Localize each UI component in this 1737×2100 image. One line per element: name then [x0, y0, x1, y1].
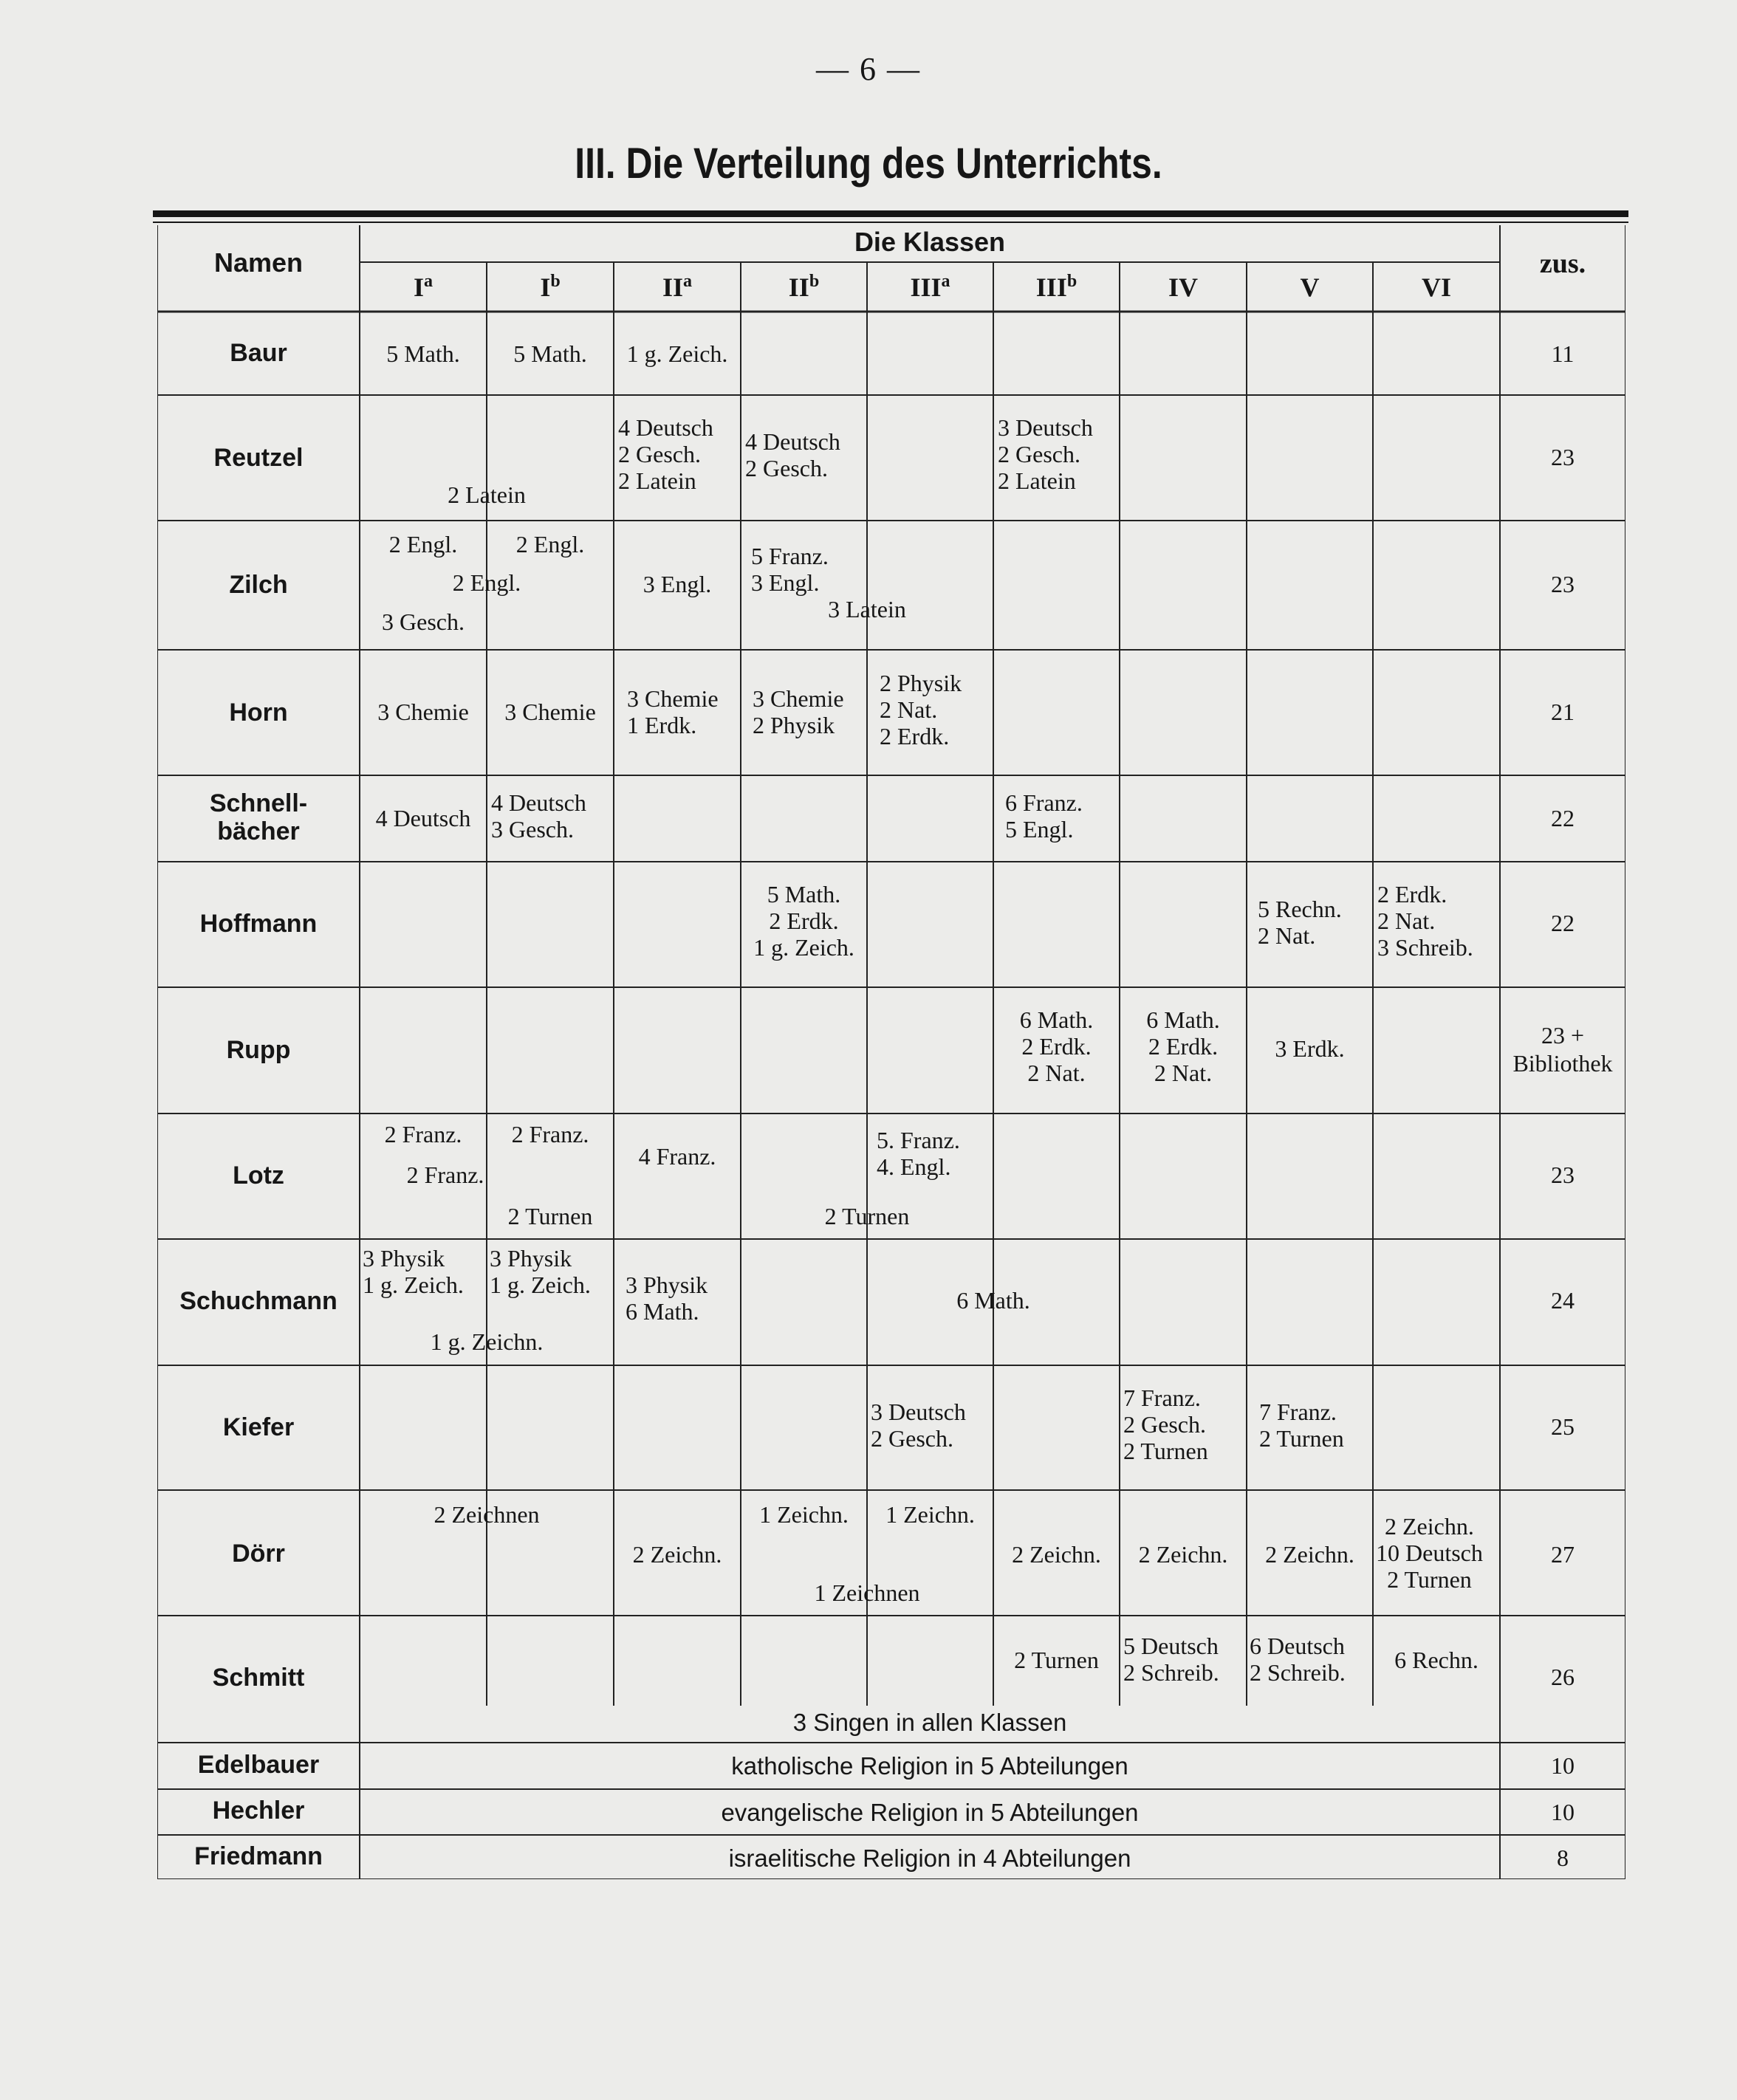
lesson-span: 2 Latein: [448, 481, 526, 508]
class-header-Ib: $I^b$: [540, 272, 561, 302]
lesson-cell: 4 Franz.: [638, 1143, 716, 1170]
class-header-IIa: $II^a$: [662, 272, 693, 302]
teacher-name: Rupp: [226, 1036, 291, 1064]
lesson-cell: 2 Zeichn. 10 Deutsch 2 Turnen: [1376, 1513, 1483, 1593]
lesson-cell: 2 Franz.: [384, 1121, 462, 1147]
lesson-cell: 3 Physik 6 Math.: [626, 1272, 708, 1325]
row-total: 23: [1551, 571, 1575, 597]
distribution-table: [157, 225, 1625, 1879]
teacher-name: Hoffmann: [199, 910, 318, 938]
lesson-cell: 5 Math.: [513, 340, 587, 367]
lesson-cell: 4 Deutsch 3 Gesch.: [491, 789, 586, 843]
table-grid-lines: [157, 225, 1625, 1879]
page-title: III. Die Verteilung des Unterrichts.: [575, 140, 1162, 188]
lesson-cell: 2 Engl.: [515, 531, 585, 557]
lesson-cell: 3 Chemie 1 Erdk.: [627, 685, 719, 738]
teacher-name: Zilch: [229, 571, 288, 599]
row-total: 22: [1551, 910, 1575, 936]
teacher-name: Kiefer: [222, 1413, 295, 1441]
class-header-IIb: $II^b$: [788, 272, 820, 302]
row-total: 26: [1551, 1664, 1575, 1690]
lesson-span: 3 Latein: [828, 596, 906, 622]
lesson-cell: 5 Math.: [386, 340, 460, 367]
row-total: 23: [1551, 444, 1575, 470]
teacher-name: Lotz: [233, 1161, 284, 1190]
lesson-cell: 5 Franz. 3 Engl.: [751, 543, 829, 596]
lesson-cell: 3 Physik 1 g. Zeich.: [363, 1245, 464, 1298]
lesson-cell: 4 Deutsch 2 Gesch.: [745, 428, 840, 481]
teacher-name: Schnell- bächer: [209, 789, 308, 845]
religion-span: katholische Religion in 5 Abteilungen: [731, 1752, 1128, 1780]
header-klassen: Die Klassen: [854, 227, 1006, 257]
lesson-cell: 5 Deutsch 2 Schreib.: [1123, 1633, 1219, 1686]
lesson-cell: 5. Franz. 4. Engl.: [877, 1127, 960, 1180]
lesson-span: 2 Zeichnen: [434, 1501, 540, 1528]
lesson-cell: 3 Deutsch 2 Gesch. 2 Latein: [998, 414, 1093, 494]
class-header-V: V: [1300, 272, 1320, 302]
lesson-cell: 3 Engl.: [643, 571, 712, 597]
row-total: 8: [1557, 1845, 1569, 1871]
religion-span: israelitische Religion in 4 Abteilungen: [728, 1845, 1131, 1872]
header-zus: zus.: [1539, 248, 1586, 279]
lesson-cell: 3 Chemie 2 Physik: [753, 685, 844, 738]
lesson-cell: 6 Franz. 5 Engl.: [1005, 789, 1083, 843]
lesson-cell: 6 Math. 2 Erdk. 2 Nat.: [1019, 1006, 1094, 1086]
lesson-cell: 3 Chemie: [504, 699, 596, 725]
row-total: 10: [1551, 1799, 1575, 1825]
row-total: 24: [1551, 1287, 1575, 1314]
lesson-cell: 2 Zeichn.: [632, 1541, 722, 1568]
teacher-name: Reutzel: [213, 444, 304, 472]
lesson-cell: 2 Zeichn.: [1138, 1541, 1228, 1568]
title-rule-thin: [153, 222, 1628, 223]
lesson-cell: 2 Zeichn.: [1265, 1541, 1354, 1568]
row-total: 27: [1551, 1541, 1575, 1568]
lesson-span: 1 Zeichnen: [814, 1579, 920, 1606]
page-number: — 6 —: [816, 51, 921, 87]
lesson-cell: 7 Franz. 2 Turnen: [1259, 1399, 1344, 1452]
lesson-cell: 2 Franz.: [511, 1121, 589, 1147]
lesson-cell: 4 Deutsch: [375, 805, 471, 831]
lesson-cell: 6 Deutsch 2 Schreib.: [1250, 1633, 1346, 1686]
lesson-cell: 3 Chemie: [377, 699, 469, 725]
lesson-cell: 1 Zeichn.: [885, 1501, 975, 1528]
lesson-span: 3 Singen in allen Klassen: [792, 1709, 1067, 1736]
row-total: 21: [1551, 699, 1575, 725]
teacher-name: Horn: [229, 699, 288, 727]
teacher-name: Friedmann: [194, 1842, 323, 1870]
lesson-cell: 7 Franz. 2 Gesch. 2 Turnen: [1123, 1384, 1208, 1464]
teacher-name: Schuchmann: [179, 1287, 338, 1315]
class-header-VI: VI: [1421, 272, 1451, 302]
lesson-cell: 5 Math. 2 Erdk. 1 g. Zeich.: [753, 881, 854, 961]
row-total: 11: [1551, 340, 1575, 367]
header-namen: Namen: [213, 247, 304, 278]
row-total: 10: [1551, 1752, 1575, 1779]
lesson-span: 2 Engl.: [452, 569, 521, 596]
class-header-IV: IV: [1168, 272, 1198, 302]
lesson-span: 2 Turnen: [824, 1203, 910, 1229]
lesson-cell: 2 Engl.: [388, 531, 458, 557]
teacher-name: Edelbauer: [197, 1751, 320, 1779]
lesson-span: 2 Turnen: [507, 1203, 593, 1229]
lesson-cell: 4 Deutsch 2 Gesch. 2 Latein: [618, 414, 713, 494]
lesson-cell: 1 Zeichn.: [759, 1501, 849, 1528]
lesson-cell: 5 Rechn. 2 Nat.: [1258, 896, 1342, 949]
class-header-Ia: $I^a$: [413, 272, 433, 302]
lesson-span: 1 g. Zeichn.: [430, 1328, 544, 1355]
row-total: 23: [1551, 1161, 1575, 1188]
class-header-IIIb: III$^b$: [1035, 272, 1078, 302]
lesson-cell: 2 Erdk. 2 Nat. 3 Schreib.: [1377, 881, 1473, 961]
lesson-cell: 2 Zeichn.: [1012, 1541, 1101, 1568]
lesson-cell: 6 Rechn.: [1394, 1647, 1479, 1673]
row-total: 25: [1551, 1413, 1575, 1440]
lesson-cell: 1 g. Zeich.: [626, 340, 728, 367]
lesson-span: 2 Franz.: [406, 1161, 484, 1188]
class-header-IIIa: III$^a$: [910, 272, 950, 302]
lesson-cell: 3 Physik 1 g. Zeich.: [490, 1245, 591, 1298]
lesson-span: 6 Math.: [956, 1287, 1030, 1314]
lesson-cell: 6 Math. 2 Erdk. 2 Nat.: [1146, 1006, 1220, 1086]
religion-span: evangelische Religion in 5 Abteilungen: [721, 1799, 1139, 1826]
teacher-name: Dörr: [232, 1540, 285, 1568]
lesson-cell: 3 Erdk.: [1275, 1035, 1345, 1062]
row-total: 22: [1551, 805, 1575, 831]
teacher-name: Schmitt: [212, 1664, 305, 1692]
lesson-cell: 2 Turnen: [1014, 1647, 1099, 1673]
lesson-cell: 3 Deutsch 2 Gesch.: [871, 1399, 966, 1452]
title-rule: [153, 210, 1628, 217]
teacher-name: Hechler: [212, 1797, 305, 1825]
row-total: 23 + Bibliothek: [1512, 1022, 1613, 1077]
lesson-cell: 2 Physik 2 Nat. 2 Erdk.: [880, 670, 962, 749]
lesson-cell: 3 Gesch.: [382, 608, 465, 635]
teacher-name: Baur: [230, 339, 287, 367]
